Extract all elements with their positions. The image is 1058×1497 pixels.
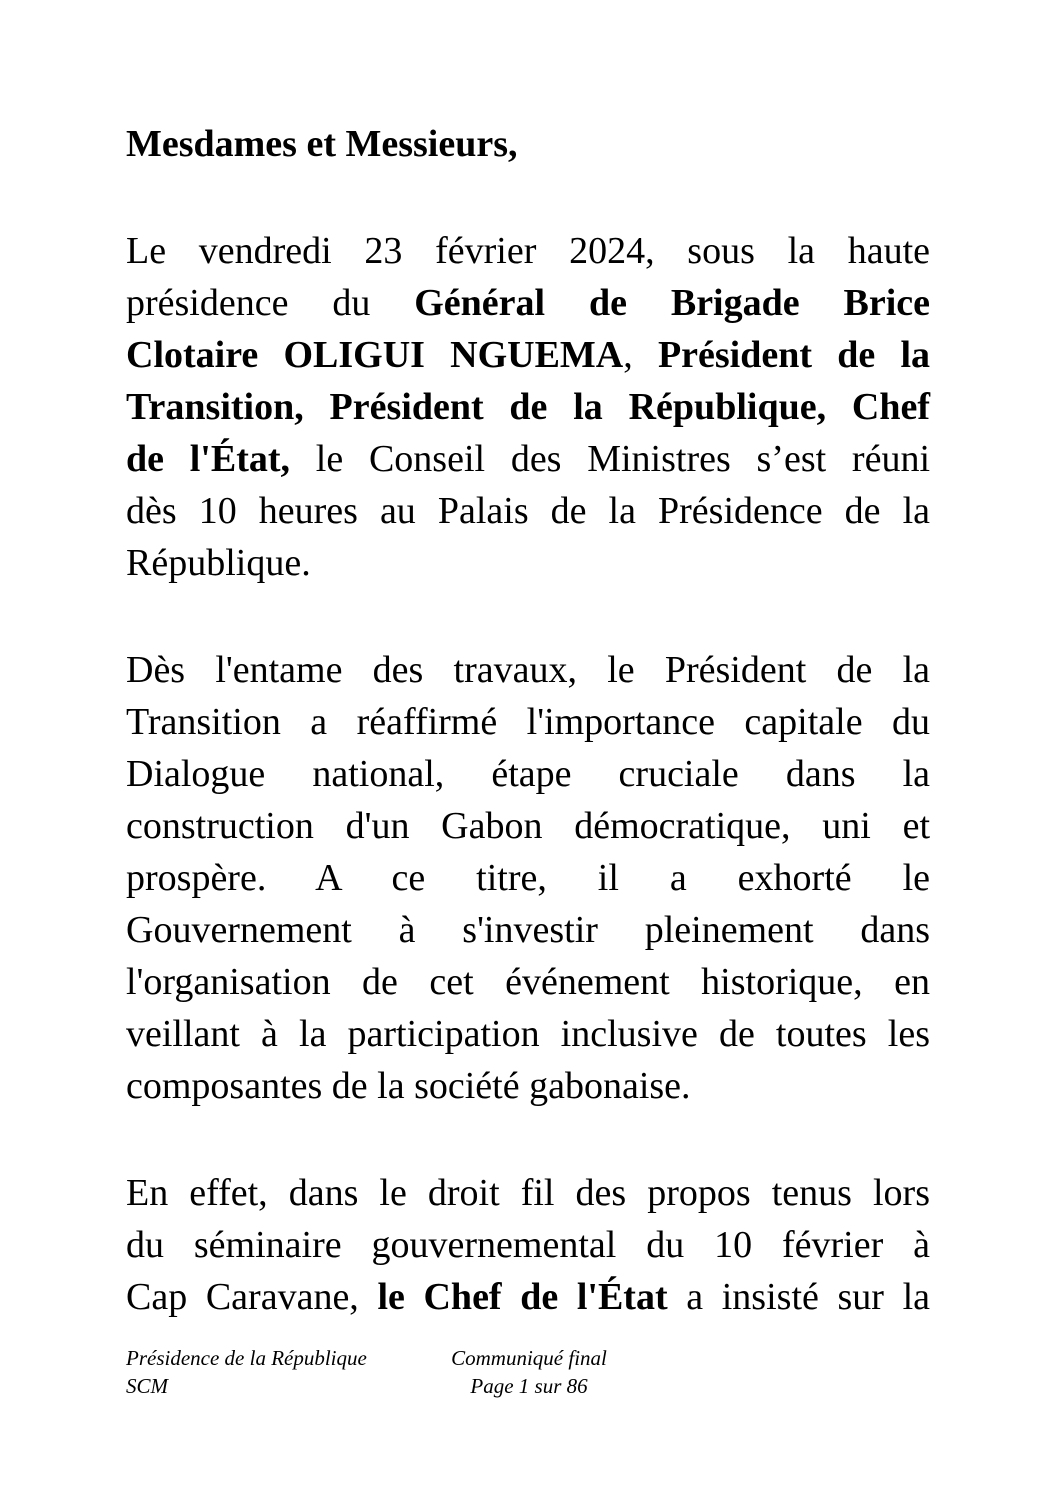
text-run: veillant à la participation inclusive de toutes les — [126, 1013, 930, 1055]
text-run: l'organisation de cet événement historique, en — [126, 961, 930, 1003]
bold-text-run: Transition, Président de la République, Chef — [126, 386, 930, 428]
footer-page-number: Page 1 sur 86 — [470, 1374, 588, 1398]
text-line — [126, 225, 930, 277]
footer-department: SCM — [126, 1374, 168, 1398]
text-line — [126, 1271, 930, 1323]
bold-text-run: Général de Brigade Brice — [414, 282, 930, 324]
text-line — [126, 485, 930, 537]
text-run: Dès l'entame des travaux, le Président de la — [126, 649, 930, 691]
bold-text-run: de l'État, — [126, 438, 291, 480]
text-run: République. — [126, 542, 311, 584]
footer-center-block — [0, 1344, 1058, 1400]
text-run: dès 10 heures au Palais de la Présidence de la — [126, 490, 930, 532]
text-line — [126, 696, 930, 748]
paragraph — [126, 225, 930, 589]
footer-institution: Présidence de la République — [126, 1346, 367, 1370]
text-run: du séminaire gouvernemental du 10 février à — [126, 1224, 930, 1266]
footer-document-title: Communiqué final — [451, 1346, 607, 1370]
text-run: Cap Caravane, — [126, 1276, 378, 1318]
body-paragraphs — [126, 225, 930, 1323]
text-line — [126, 1060, 930, 1112]
text-run: présidence du — [126, 282, 415, 324]
text-line — [126, 277, 930, 329]
text-run: construction d'un Gabon démocratique, uni et — [126, 805, 930, 847]
text-run: En effet, dans le droit fil des propos tenus lors — [126, 1172, 930, 1214]
document-body — [126, 118, 930, 1323]
text-run: le Conseil des Ministres s’est réuni — [290, 438, 931, 480]
text-run: composantes de la société gabonaise. — [126, 1065, 691, 1107]
text-run: Dialogue national, étape cruciale dans la — [126, 753, 930, 795]
text-line — [126, 852, 930, 904]
text-run: a insisté sur la — [667, 1276, 930, 1318]
text-line — [126, 1008, 930, 1060]
paragraph — [126, 1167, 930, 1323]
text-line — [126, 433, 930, 485]
text-line — [126, 644, 930, 696]
text-run: prospère. A ce titre, il a exhorté le — [126, 857, 930, 899]
text-run: Le vendredi 23 février 2024, sous la haute — [126, 230, 930, 272]
text-line — [126, 748, 930, 800]
bold-text-run: le Chef de l'État — [377, 1276, 668, 1318]
text-line — [126, 1167, 930, 1219]
text-line — [126, 904, 930, 956]
text-run: Gouvernement à s'investir pleinement dans — [126, 909, 930, 951]
text-line — [126, 381, 930, 433]
text-line — [126, 800, 930, 852]
bold-text-run: Président de la — [657, 334, 930, 376]
paragraph — [126, 644, 930, 1112]
text-line — [126, 956, 930, 1008]
text-line — [126, 537, 930, 589]
text-line — [126, 1219, 930, 1271]
text-line — [126, 329, 930, 381]
text-run: , — [623, 334, 658, 376]
salutation-heading: Mesdames et Messieurs, — [126, 123, 518, 165]
text-run: Transition a réaffirmé l'importance capitale du — [126, 701, 930, 743]
bold-text-run: Clotaire OLIGUI NGUEMA — [126, 334, 624, 376]
